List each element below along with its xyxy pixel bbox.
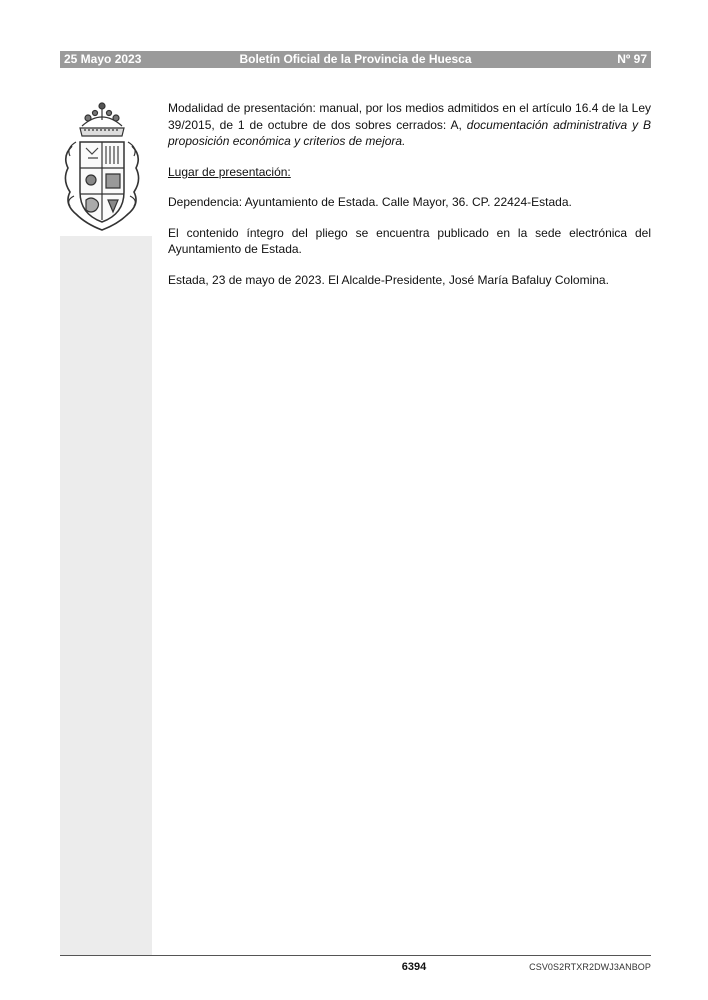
modalidad-italic-text: documentación administrativa y B proposición económica y criterios de mejora. [168, 117, 651, 148]
dependencia-paragraph: Dependencia: Ayuntamiento de Estada. Calle Mayor, 36. CP. 22424-Estada. [168, 195, 572, 209]
bulletin-date: 25 Mayo 2023 [64, 52, 142, 66]
coat-of-arms-icon [60, 96, 144, 234]
left-margin-band [60, 236, 152, 956]
bulletin-title: Boletín Oficial de la Provincia de Huesca [239, 52, 472, 66]
page-number: 6394 [401, 961, 427, 973]
csv-code: CSV0S2RTXR2DWJ3ANBOP [529, 962, 651, 972]
lugar-heading-text: Lugar de presentación: [168, 164, 291, 179]
pliego-paragraph: El contenido íntegro del pliego se encuentra publicado en la sede electrónica del Ayuntamiento de Estada. [168, 225, 651, 256]
document-body [168, 100, 651, 288]
signature-paragraph: Estada, 23 de mayo de 2023. El Alcalde-Presidente, José María Bafaluy Colomina. [168, 272, 609, 287]
footer-divider [60, 955, 651, 956]
modalidad-paragraph [168, 100, 651, 150]
bulletin-number: Nº 97 [617, 52, 647, 66]
bulletin-header [60, 51, 651, 68]
lugar-heading [168, 164, 651, 181]
modalidad-text: Modalidad de presentación: manual, por los medios admitidos en el artículo 16.4 de la Ley 39/2015, de 1 de octubre de dos sobres cerrados: A, [168, 101, 651, 132]
